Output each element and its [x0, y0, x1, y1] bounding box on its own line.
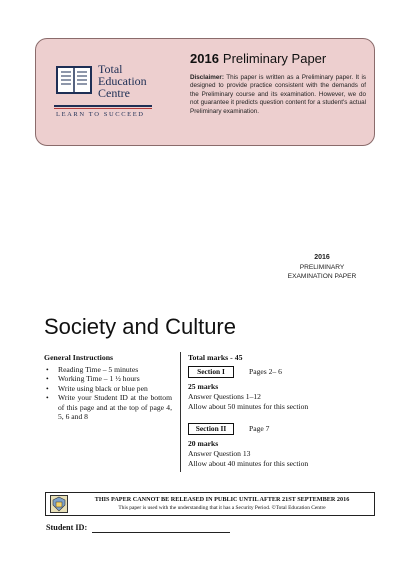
general-instructions-list — [44, 365, 172, 421]
student-id-field[interactable] — [92, 532, 230, 533]
logo-rule — [54, 105, 152, 107]
paper-year: 2016 — [190, 51, 219, 66]
section-2-answer: Answer Question 13 — [188, 449, 251, 458]
open-book-icon — [54, 61, 94, 99]
exam-line-examination-paper: EXAMINATION PAPER — [287, 273, 357, 280]
section-1-time: Allow about 50 minutes for this section — [188, 402, 309, 411]
column-divider — [180, 352, 181, 472]
section-1-label: Section I — [188, 366, 234, 378]
instruction-item: • Write your Student ID at the bottom of this page and at the top of page 4, 5, 6 and 8 — [44, 393, 172, 421]
disclaimer-text: This paper is written as a Preliminary paper. It is designed to provide practice consistent with the demands of the Preliminary course and its examination. However, we do not guarantee it predicts question content for a student's actual Preliminary examination. — [190, 74, 366, 115]
total-marks: Total marks - 45 — [188, 353, 243, 362]
instruction-item: • Working Time – 1 ½ hours — [44, 374, 172, 383]
notice-line-1: THIS PAPER CANNOT BE RELEASED IN PUBLIC UNTIL AFTER 21ST SEPTEMBER 2016 — [94, 496, 350, 503]
total-education-centre-logo — [54, 61, 194, 131]
security-badge-icon — [50, 495, 68, 513]
security-notice — [45, 492, 375, 516]
logo-line-1: Total — [98, 62, 123, 76]
logo-line-3: Centre — [98, 86, 130, 100]
paper-type: Preliminary Paper — [222, 51, 327, 66]
instruction-item: • Reading Time – 5 minutes — [44, 365, 172, 374]
section-2-marks: 20 marks — [188, 439, 219, 448]
logo-wordmark — [98, 63, 147, 99]
exam-info-block — [262, 253, 382, 282]
subject-title: Society and Culture — [44, 314, 236, 339]
section-2-pages: Page 7 — [249, 424, 270, 433]
logo-line-2: Education — [98, 74, 147, 88]
instruction-item: • Write using black or blue pen — [44, 384, 172, 393]
section-1-answer: Answer Questions 1–12 — [188, 392, 261, 401]
section-2-time: Allow about 40 minutes for this section — [188, 459, 309, 468]
section-2-label: Section II — [188, 423, 234, 435]
disclaimer-label: Disclaimer: — [190, 74, 224, 81]
student-id-label: Student ID: — [46, 523, 88, 532]
section-1-pages: Pages 2– 6 — [249, 367, 282, 376]
disclaimer — [190, 74, 366, 116]
paper-title — [190, 51, 326, 66]
exam-line-preliminary: PRELIMINARY — [299, 263, 345, 271]
notice-line-2: This paper is used with the understanding that it has a Security Period. ©Total Education Centre — [118, 505, 326, 511]
general-instructions-heading: General Instructions — [44, 353, 114, 362]
logo-rule-accent — [54, 108, 152, 109]
logo-tagline: LEARN TO SUCCEED — [56, 111, 145, 118]
exam-year: 2016 — [314, 254, 330, 261]
section-1-marks: 25 marks — [188, 382, 219, 391]
header-panel — [35, 38, 375, 146]
